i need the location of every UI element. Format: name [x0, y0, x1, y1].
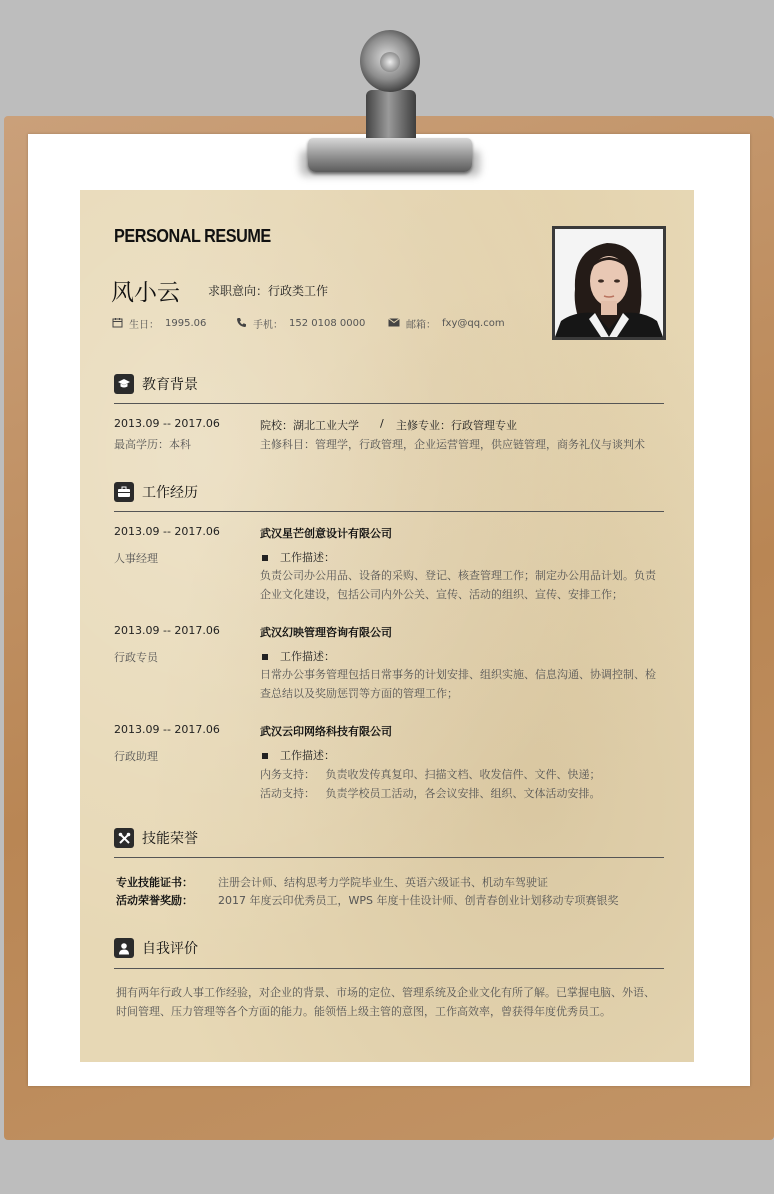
job-company: 武汉幻映管理咨询有限公司 — [260, 626, 392, 639]
birth-value: 1995.06 — [165, 318, 207, 329]
job-desc-label: 工作描述： — [280, 551, 335, 564]
skills-title: 技能荣誉 — [142, 831, 198, 847]
education-separator: / — [380, 417, 384, 430]
bullet-icon — [262, 753, 268, 759]
briefcase-icon — [114, 482, 134, 502]
education-courses: 主修科目：管理学，行政管理，企业运营管理，供应链管理，商务礼仪与谈判术 — [260, 438, 645, 451]
job-desc-label: 工作描述： — [280, 650, 335, 663]
self-heading — [114, 938, 198, 958]
bullet-icon — [262, 555, 268, 561]
resume-title: PERSONAL RESUME — [114, 226, 271, 246]
phone-icon — [236, 317, 247, 331]
email-info — [388, 316, 505, 331]
profile-photo — [552, 226, 666, 340]
birth-info — [112, 316, 206, 331]
self-line: 拥有两年行政人事工作经验，对企业的背景、市场的定位、管理系统及企业文化有所了解。已掌握电脑、外语、 — [116, 986, 655, 999]
job-desc-line: 日常办公事务管理包括日常事务的计划安排、组织实施、信息沟通、协调控制、检 — [260, 668, 656, 681]
job-company: 武汉星芒创意设计有限公司 — [260, 527, 392, 540]
job-desc-label-row — [262, 549, 335, 565]
job-desc-line: 活动支持： 负责学校员工活动，各会议安排、组织、文体活动安排。 — [260, 787, 601, 800]
job-period: 2013.09 -- 2017.06 — [114, 723, 220, 736]
self-line: 时间管理、压力管理等各个方面的能力。能领悟上级主管的意图，工作高效率，曾获得年度优秀员工。 — [116, 1005, 611, 1018]
person-icon — [114, 938, 134, 958]
birth-label: 生日： — [129, 320, 159, 331]
education-school: 院校：湖北工业大学 — [260, 419, 359, 432]
self-divider — [114, 968, 664, 969]
education-major: 主修专业：行政管理专业 — [396, 419, 517, 432]
skills-divider — [114, 857, 664, 858]
calendar-icon — [112, 317, 123, 331]
job-company: 武汉云印网络科技有限公司 — [260, 725, 392, 738]
job-role: 行政专员 — [114, 651, 158, 664]
phone-info — [236, 316, 365, 331]
award-label: 活动荣誉奖励： — [116, 894, 193, 907]
job-desc-line: 负责公司办公用品、设备的采购、登记、核查管理工作；制定办公用品计划。负责 — [260, 569, 656, 582]
job-desc-line: 内务支持： 负责收发传真复印、扫描文档、收发信件、文件、快递； — [260, 768, 601, 781]
resume-sheet — [80, 190, 694, 1062]
job-desc-label: 工作描述： — [280, 749, 335, 762]
job-period: 2013.09 -- 2017.06 — [114, 525, 220, 538]
cert-value: 注册会计师、结构思考力学院毕业生、英语六级证书、机动车驾驶证 — [218, 876, 548, 889]
phone-value: 152 0108 0000 — [289, 318, 366, 329]
job-role: 行政助理 — [114, 750, 158, 763]
work-heading — [114, 482, 198, 502]
award-value: 2017 年度云印优秀员工，WPS 年度十佳设计师、创青春创业计划移动专项赛银奖 — [218, 894, 619, 907]
bullet-icon — [262, 654, 268, 660]
education-period: 2013.09 -- 2017.06 — [114, 417, 220, 430]
job-desc-line: 查总结以及奖励惩罚等方面的管理工作； — [260, 687, 458, 700]
job-role: 人事经理 — [114, 552, 158, 565]
email-label: 邮箱： — [406, 320, 436, 331]
education-degree: 最高学历：本科 — [114, 438, 191, 451]
job-period: 2013.09 -- 2017.06 — [114, 624, 220, 637]
job-desc-label-row — [262, 648, 335, 664]
education-heading — [114, 374, 198, 394]
tools-icon — [114, 828, 134, 848]
cert-label: 专业技能证书： — [116, 876, 193, 889]
job-intent: 求职意向：行政类工作 — [208, 284, 329, 298]
candidate-name: 风小云 — [111, 280, 180, 306]
email-icon — [388, 317, 400, 330]
binder-clip-hole — [380, 52, 400, 72]
job-desc-line: 企业文化建设，包括公司内外公关、宣传、活动的组织、宣传、安排工作； — [260, 588, 623, 601]
education-title: 教育背景 — [142, 377, 198, 393]
work-title: 工作经历 — [142, 485, 198, 501]
binder-clip-base — [308, 138, 472, 172]
self-title: 自我评价 — [142, 941, 198, 957]
graduation-cap-icon — [114, 374, 134, 394]
phone-label: 手机： — [253, 320, 283, 331]
email-value: fxy@qq.com — [442, 318, 505, 329]
job-desc-label-row — [262, 747, 335, 763]
skills-heading — [114, 828, 198, 848]
work-divider — [114, 511, 664, 512]
education-divider — [114, 403, 664, 404]
